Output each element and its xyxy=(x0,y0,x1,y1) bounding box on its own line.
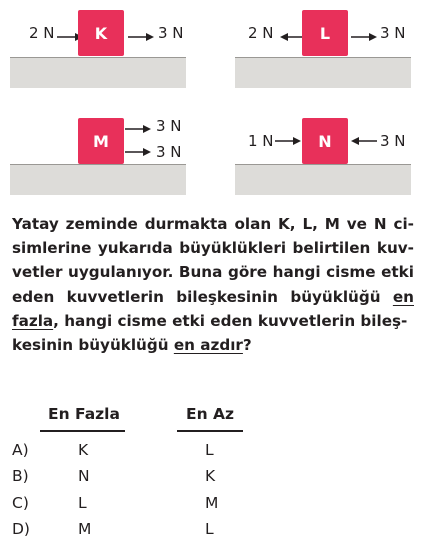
header-en-fazla: En Fazla xyxy=(48,405,120,423)
question-line-1: Yatay zeminde durmakta olan K, L, M ve N ci- xyxy=(12,215,414,233)
ground xyxy=(10,58,186,88)
box-l: L xyxy=(302,10,348,56)
option-max: K xyxy=(78,441,89,459)
option-label: B) xyxy=(12,467,29,485)
header-en-az: En Az xyxy=(186,405,235,423)
panel-k xyxy=(10,18,186,108)
arrow-right-icon xyxy=(125,124,151,134)
arrow-left-icon xyxy=(351,136,377,146)
panel-l xyxy=(235,18,411,108)
option-min: M xyxy=(205,494,219,512)
panel-n xyxy=(235,118,411,208)
underlined-en-azdir: en azdır xyxy=(173,336,243,355)
box-k: K xyxy=(78,10,124,56)
question-line-5: fazla , hangi cisme etki eden kuvvetlerin bileş- xyxy=(12,309,414,333)
force-left-label-n: 1 N xyxy=(248,132,274,150)
force-left-label-k: 2 N xyxy=(29,24,55,42)
arrow-right-icon xyxy=(125,147,151,157)
arrow-right-icon xyxy=(128,32,154,42)
underlined-en: en xyxy=(392,287,414,306)
question-line-3: vetler uygulanıyor. Buna göre hangi cisme etki xyxy=(12,263,414,282)
question-line-6: kesinin büyüklüğü en azdır ? xyxy=(12,333,414,357)
ground xyxy=(10,165,186,195)
arrow-right-icon xyxy=(351,32,377,42)
box-m: M xyxy=(78,118,124,164)
force-top-label-m: 3 N xyxy=(156,117,182,135)
option-min: L xyxy=(205,441,214,459)
option-row-a[interactable] xyxy=(0,441,421,467)
force-right-label-n: 3 N xyxy=(380,132,406,150)
option-max: L xyxy=(78,494,87,512)
header-underline xyxy=(177,430,243,432)
ground xyxy=(235,165,411,195)
option-max: M xyxy=(78,520,92,538)
option-row-b[interactable] xyxy=(0,467,421,493)
question-text xyxy=(12,212,414,357)
force-bottom-label-m: 3 N xyxy=(156,143,182,161)
option-row-c[interactable] xyxy=(0,494,421,520)
underlined-fazla: fazla xyxy=(12,311,54,330)
option-label: A) xyxy=(12,441,29,459)
box-n: N xyxy=(302,118,348,164)
arrow-right-icon xyxy=(275,136,301,146)
option-max: N xyxy=(78,467,90,485)
option-label: C) xyxy=(12,494,29,512)
header-underline xyxy=(40,430,125,432)
question-line-2: simlerine yukarıda büyüklükleri belirtilen kuv- xyxy=(12,239,414,258)
ground xyxy=(235,58,411,88)
option-min: L xyxy=(205,520,214,538)
force-right-label-l: 3 N xyxy=(380,24,406,42)
option-label: D) xyxy=(12,520,30,538)
force-right-label-k: 3 N xyxy=(158,24,184,42)
question-line-4: eden kuvvetlerin bileşkesinin büyüklüğü en xyxy=(12,285,414,309)
force-left-label-l: 2 N xyxy=(248,24,274,42)
panel-m xyxy=(10,118,186,208)
option-min: K xyxy=(205,467,216,485)
option-row-d[interactable] xyxy=(0,520,421,546)
